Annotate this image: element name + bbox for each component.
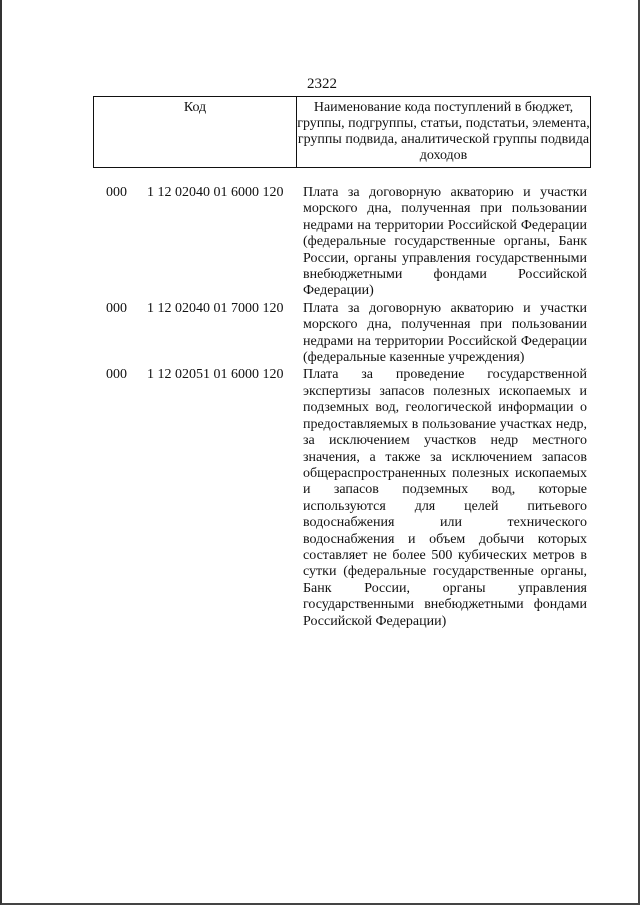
row-description: Плата за проведение государственной экспертизы запасов полезных ископаемых и подземных вод, геологической информации о предоставляемых в пользование участках недр, за исключением участков недр местного значения, а также за исключением запасов общераспространенных полезных ископаемых и запасов подземных вод, которые используются для целей питьевого водоснабжения или технического водоснабжения и объем добычи которых составляет не более 500 кубических метров в сутки (федеральные государственные органы, Банк России, органы управления государственными внебюджетными фондами Российской Федерации) — [303, 367, 587, 629]
table-row — [2, 301, 640, 367]
table-body — [2, 185, 640, 630]
header-code-column: Код — [94, 97, 297, 167]
row-budget-code: 1 12 02040 01 6000 120 — [147, 185, 284, 200]
table-header — [93, 96, 591, 168]
page-number: 2322 — [307, 76, 337, 92]
row-description: Плата за договорную акваторию и участки морского дна, полученная при пользовании недрами на территории Российской Федерации (федеральные государственные органы, Банк России, органы управления государственными внебюджетными фондами Российской Федерации) — [303, 185, 587, 299]
row-admin-code: 000 — [106, 367, 127, 383]
row-description: Плата за договорную акваторию и участки морского дна, полученная при пользовании недрами на территории Российской Федерации (федеральные казенные учреждения) — [303, 300, 587, 366]
table-row — [2, 185, 640, 300]
row-budget-code: 1 12 02040 01 7000 120 — [147, 300, 284, 316]
table-row — [2, 367, 640, 630]
row-budget-code: 1 12 02051 01 6000 120 — [147, 367, 284, 383]
row-admin-code: 000 — [106, 185, 127, 200]
row-admin-code: 000 — [106, 300, 127, 316]
header-name-column: Наименование кода поступлений в бюджет, группы, подгруппы, статьи, подстатьи, элемента, группы подвида, аналитической группы подвида доходов — [297, 100, 590, 163]
